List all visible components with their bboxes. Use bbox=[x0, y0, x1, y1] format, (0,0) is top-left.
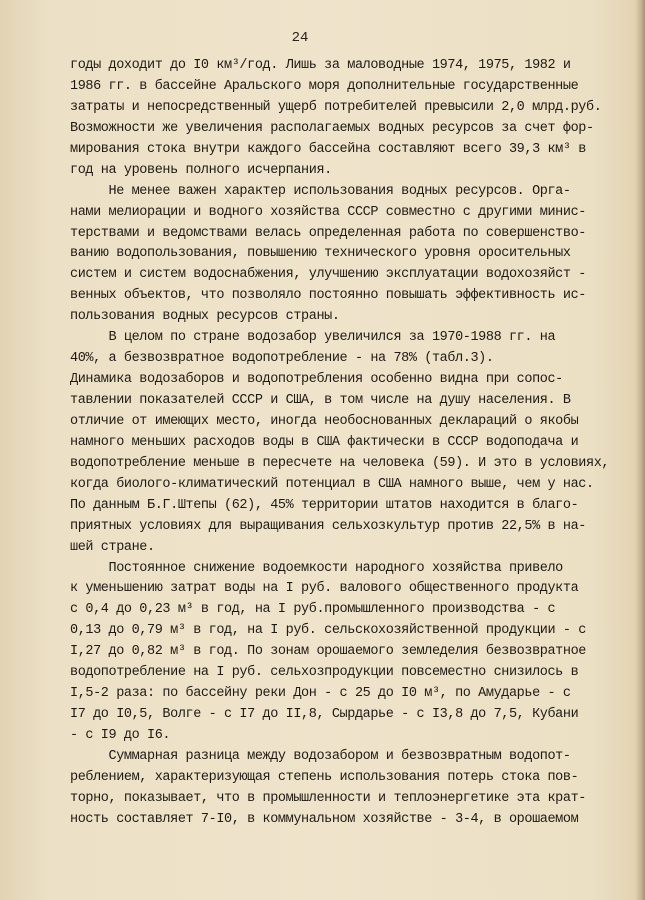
text-line: водопотребление меньше в пересчете на человека (59). И это в условиях, bbox=[70, 455, 610, 471]
text-line: нами мелиорации и водного хозяйства СССР совместно с другими минис- bbox=[70, 204, 586, 220]
text-line: годы доходит до I0 км³/год. Лишь за маловодные 1974, 1975, 1982 и bbox=[70, 58, 571, 73]
text-line: В целом по стране водозабор увеличился за 1970-1988 гг. на bbox=[70, 330, 556, 346]
text-line: 0,13 до 0,79 м³ в год, на I руб. сельскохозяйственной продукции - с bbox=[70, 623, 586, 639]
text-line: По данным Б.Г.Штепы (62), 45% территории штатов находится в благо- bbox=[70, 497, 579, 513]
text-line: I7 до I0,5, Волге - с I7 до II,8, Сырдарье - с I3,8 до 7,5, Кубани bbox=[70, 707, 579, 723]
text-line: Суммарная разница между водозабором и безвозвратным водопот- bbox=[70, 748, 571, 764]
text-line: Постоянное снижение водоемкости народного хозяйства привело bbox=[70, 560, 563, 576]
text-line: венных объектов, что позволяло постоянно повышать эффективность ис- bbox=[70, 288, 586, 304]
page-number: 24 bbox=[291, 30, 309, 46]
text-line: шей стране. bbox=[70, 539, 155, 555]
text-line: пользования водных ресурсов страны. bbox=[70, 309, 340, 325]
text-line: терствами и ведомствами велась определенная работа по совершенство- bbox=[70, 225, 586, 241]
text-line: к уменьшению затрат воды на I руб. валового общественного продукта bbox=[70, 581, 579, 597]
text-line: 1986 гг. в бассейне Аральского моря дополнительные государственные bbox=[70, 78, 579, 94]
text-line: Возможности же увеличения располагаемых водных ресурсов за счет фор- bbox=[70, 120, 594, 136]
text-line: намного меньших расходов воды в США фактически в СССР водоподача и bbox=[70, 434, 579, 450]
text-line: ность составляет 7-I0, в коммунальном хозяйстве - 3-4, в орошаемом bbox=[70, 811, 579, 827]
text-line: когда биолого-климатический потенциал в США намного выше, чем у нас. bbox=[70, 476, 594, 492]
text-line: Не менее важен характер использования водных ресурсов. Орга- bbox=[70, 183, 571, 199]
text-line: с 0,4 до 0,23 м³ в год, на I руб.промышленного производства - с bbox=[70, 602, 556, 618]
text-line: реблением, характеризующая степень использования потерь стока пов- bbox=[70, 769, 579, 785]
text-line: затраты и непосредственный ущерб потребителей превысили 2,0 млрд.руб. bbox=[70, 99, 602, 115]
text-line: отличие от имеющих место, иногда необоснованных деклараций о якобы bbox=[70, 413, 579, 429]
text-line: мирования стока внутри каждого бассейна составляют всего 39,3 км³ в bbox=[70, 141, 586, 157]
page-edge-shadow bbox=[635, 0, 645, 900]
text-line: торно, показывает, что в промышленности и теплоэнергетике эта крат- bbox=[70, 790, 586, 806]
text-line: водопотребление на I руб. сельхозпродукции повсеместно снизилось в bbox=[70, 665, 579, 681]
text-line: год на уровень полного исчерпания. bbox=[70, 162, 332, 178]
text-line: тавлении показателей СССР и США, в том числе на душу населения. В bbox=[70, 393, 571, 408]
body-text bbox=[70, 56, 630, 831]
text-line: Динамика водозаборов и водопотребления особенно видна при сопос- bbox=[70, 372, 563, 388]
text-line: I,5-2 раза: по бассейну реки Дон - с 25 до I0 м³, по Амударье - с bbox=[70, 686, 571, 702]
text-line: ванию водопользования, повышению технического уровня оросительных bbox=[70, 246, 571, 262]
text-line: 40%, а безвозвратное водопотребление - на 78% (табл.3). bbox=[70, 351, 494, 367]
text-line: I,27 до 0,82 м³ в год. По зонам орошаемого земледелия безвозвратное bbox=[70, 644, 586, 660]
text-line: систем и систем водоснабжения, улучшению эксплуатации водохозяйст - bbox=[70, 267, 586, 283]
text-line: приятных условиях для выращивания сельхозкультур против 22,5% в на- bbox=[70, 518, 586, 534]
text-line: - с I9 до I6. bbox=[70, 728, 171, 743]
